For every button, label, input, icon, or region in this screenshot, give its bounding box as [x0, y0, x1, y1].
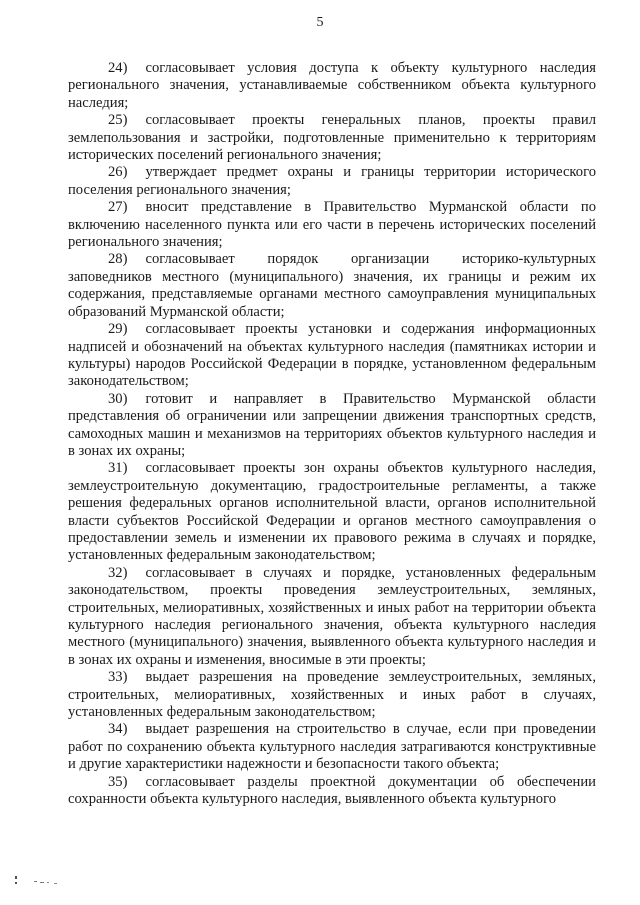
- item-text: выдает разрешения на проведение землеустроительных, земляных, строительных, мелиоративных, хозяйственных и иных работ в случаях, установленных федеральным законодательством;: [68, 669, 596, 721]
- list-item: [68, 391, 596, 461]
- list-item: [68, 460, 596, 564]
- item-text: вносит представление в Правительство Мурманской области по включению населенного пункта или его части в перечень исторических поселений регионального значения;: [68, 199, 596, 251]
- list-item: [68, 60, 596, 112]
- list-item: [68, 321, 596, 391]
- item-text: согласовывает порядок организации историко-культурных заповедников местного (муниципального) значения, их границы и режим их содержания, представляемые органами местного самоуправления муниципальных образований Мурманской области;: [68, 251, 596, 320]
- item-text: выдает разрешения на строительство в случае, если при проведении работ по сохранению объекта культурного наследия затрагиваются конструктивные и другие характеристики надежности и безопасности такого объекта;: [68, 721, 596, 773]
- item-text: готовит и направляет в Правительство Мурманской области представления об ограничении или запрещении движения транспортных средств, самоходных машин и механизмов на территориях объектов культурного наследия и в зонах их охраны;: [68, 390, 596, 459]
- list-item: [68, 164, 596, 199]
- item-number: 35): [108, 773, 128, 790]
- item-number: 31): [108, 460, 128, 477]
- item-number: 24): [108, 60, 128, 76]
- list-item: [68, 565, 596, 669]
- list-item: [68, 112, 596, 164]
- item-text: согласовывает разделы проектной документации об обеспечении сохранности объекта культурного наследия, выявленного объекта культурного: [68, 773, 596, 808]
- item-number: 28): [108, 251, 128, 268]
- item-text: согласовывает проекты зон охраны объектов культурного наследия, землеустроительную документацию, градостроительные регламенты, а также решения федеральных органов исполнительной власти, органов исполнительной власти субъектов Российской Федерации и органов местного самоуправления о предоставлении земель и изменении их правового режима в случаях и порядке, установленных федеральным законодательством;: [68, 460, 596, 564]
- item-text: согласовывает условия доступа к объекту культурного наследия регионального значения, устанавливаемые собственником объекта культурного наследия;: [68, 60, 596, 111]
- item-number: 34): [108, 721, 128, 738]
- item-text: согласовывает в случаях и порядке, установленных федеральным законодательством, проекты проведения землеустроительных, земляных, строительных, мелиоративных, хозяйственных и иных работ на территории объекта культурного наследия регионального значения, объекта культурного наследия местного (муниципального) значения, выявленного объекта культурного наследия и в зонах их охраны и изменения, вносимые в эти проекты;: [68, 564, 596, 668]
- scan-specks: [15, 873, 75, 887]
- item-text: согласовывает проекты генеральных планов, проекты правил землепользования и застройки, подготовленные применительно к территориям исторических поселений регионального значения;: [68, 112, 596, 164]
- item-text: согласовывает проекты установки и содержания информационных надписей и обозначений на объектах культурного наследия (памятниках истории и культуры) народов Российской Федерации в порядке, установленном федеральным законодательством;: [68, 321, 596, 390]
- item-text: утверждает предмет охраны и границы территории исторического поселения регионального значения;: [68, 164, 596, 198]
- item-number: 25): [108, 112, 128, 129]
- list-item: [68, 721, 596, 773]
- item-number: 30): [108, 390, 128, 407]
- list-item: [68, 199, 596, 251]
- item-number: 33): [108, 669, 128, 686]
- item-number: 32): [108, 564, 128, 581]
- item-number: 27): [108, 199, 128, 216]
- item-number: 29): [108, 321, 128, 338]
- page-number: 5: [316, 15, 324, 30]
- list-item: [68, 251, 596, 321]
- document-body: [68, 60, 596, 808]
- item-number: 26): [108, 164, 128, 181]
- list-item: [68, 669, 596, 721]
- list-item: [68, 774, 596, 809]
